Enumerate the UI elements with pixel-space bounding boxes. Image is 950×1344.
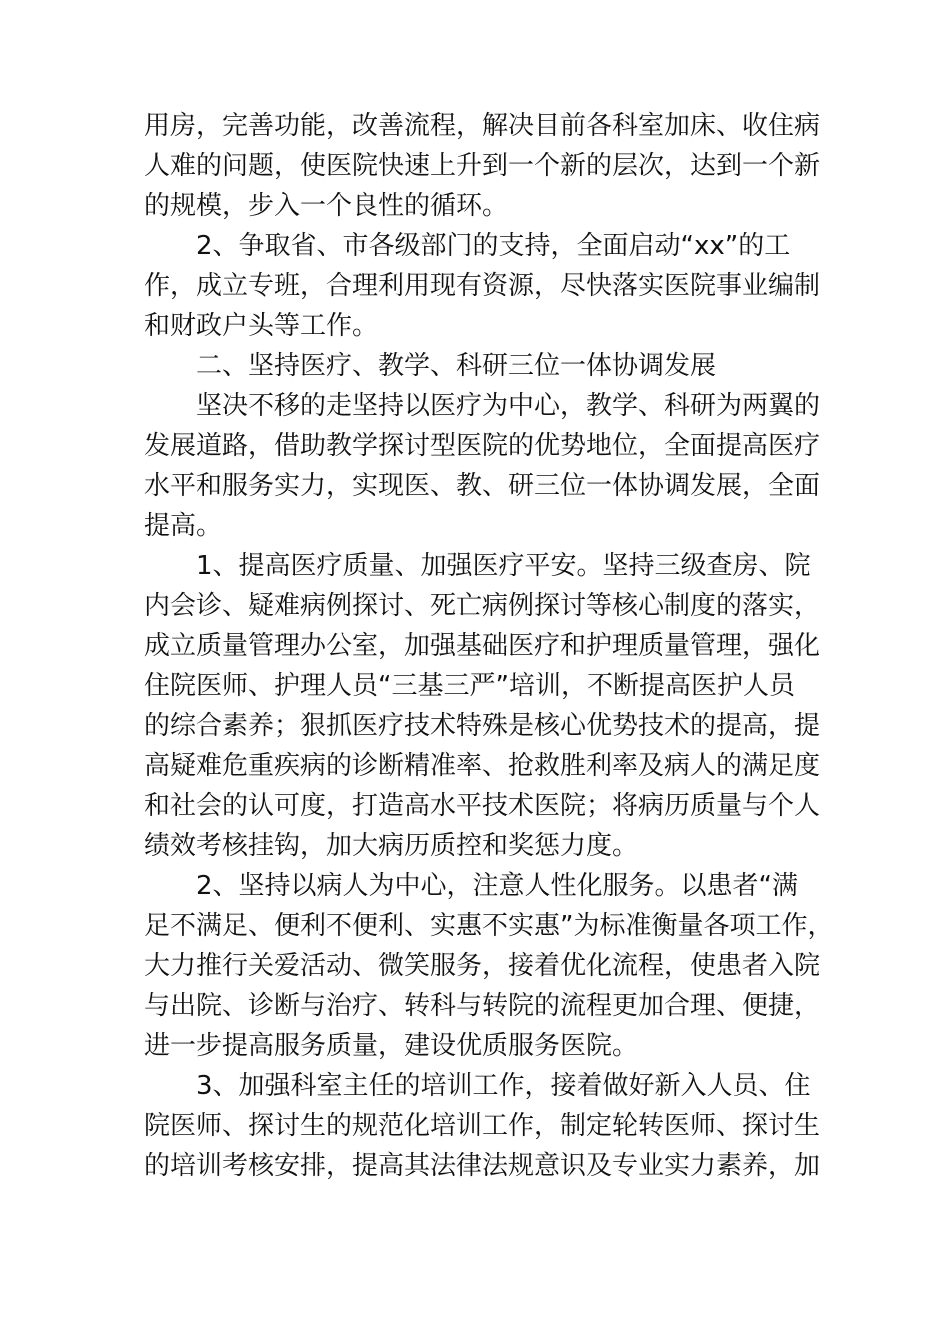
text-line: 绩效考核挂钩，加大病历质控和奖惩力度。: [144, 831, 639, 861]
text-line: 水平和服务实力，实现医、教、研三位一体协调发展，全面: [144, 471, 821, 501]
text-line: 发展道路，借助教学探讨型医院的优势地位，全面提高医疗: [144, 431, 821, 461]
section-heading: 二、坚持医疗、教学、科研三位一体协调发展: [196, 351, 717, 381]
paragraph-first-line: 3、加强科室主任的培训工作，接着做好新入人员、住: [196, 1071, 811, 1101]
text-line: 的规模，步入一个良性的循环。: [144, 191, 509, 221]
text-line: 的综合素养；狠抓医疗技术特殊是核心优势技术的提高，提: [144, 711, 821, 741]
text-line: 和财政户头等工作。: [144, 311, 379, 341]
text-line: 内会诊、疑难病例探讨、死亡病例探讨等核心制度的落实，: [144, 591, 821, 621]
text-line: 住院医师、护理人员“三基三严”培训，不断提高医护人员: [144, 671, 795, 701]
paragraph-first-line: 1、提高医疗质量、加强医疗平安。坚持三级查房、院: [196, 551, 811, 581]
text-line: 和社会的认可度，打造高水平技术医院；将病历质量与个人: [144, 791, 821, 821]
text-line: 大力推行关爱活动、微笑服务，接着优化流程，使患者入院: [144, 951, 821, 981]
text-line: 足不满足、便利不便利、实惠不实惠”为标准衡量各项工作，: [144, 911, 834, 941]
document-body: [144, 106, 834, 1186]
text-line: 进一步提高服务质量，建设优质服务医院。: [144, 1031, 639, 1061]
paragraph-first-line: 2、争取省、市各级部门的支持，全面启动“xx”的工: [196, 231, 791, 261]
text-line: 高疑难危重疾病的诊断精准率、抢救胜利率及病人的满足度: [144, 751, 821, 781]
text-line: 与出院、诊断与治疗、转科与转院的流程更加合理、便捷，: [144, 991, 821, 1021]
text-line: 院医师、探讨生的规范化培训工作，制定轮转医师、探讨生: [144, 1111, 821, 1141]
text-line: 的培训考核安排，提高其法律法规意识及专业实力素养，加: [144, 1151, 821, 1181]
paragraph-first-line: 2、坚持以病人为中心，注意人性化服务。以患者“满: [196, 871, 799, 901]
text-line: 人难的问题，使医院快速上升到一个新的层次，达到一个新: [144, 151, 821, 181]
text-line: 用房，完善功能，改善流程，解决目前各科室加床、收住病: [144, 111, 821, 141]
paragraph-first-line: 坚决不移的走坚持以医疗为中心，教学、科研为两翼的: [196, 391, 821, 421]
text-line: 成立质量管理办公室，加强基础医疗和护理质量管理，强化: [144, 631, 821, 661]
text-line: 提高。: [144, 511, 223, 541]
text-line: 作，成立专班，合理利用现有资源，尽快落实医院事业编制: [144, 271, 821, 301]
